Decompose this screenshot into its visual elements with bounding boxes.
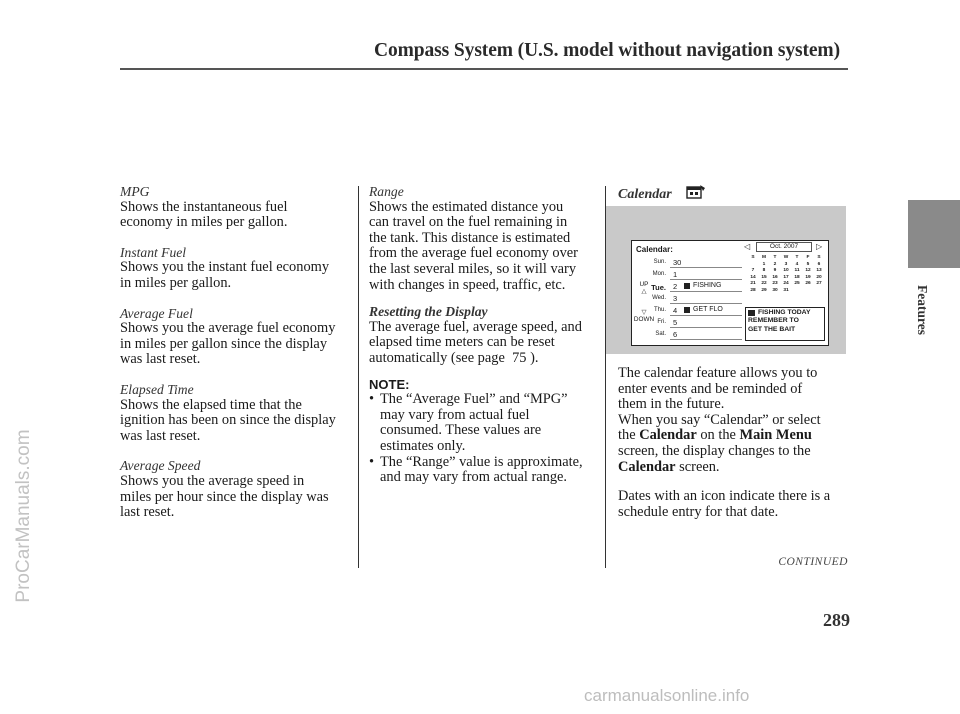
- page-reference-link[interactable]: 75: [512, 349, 527, 366]
- day-date: 5: [673, 318, 678, 327]
- calendar-date[interactable]: 18: [794, 274, 800, 280]
- day-label: Mon.: [652, 271, 666, 277]
- day-label: Sun.: [653, 259, 666, 265]
- para-line: ignition has been on since the display: [120, 412, 336, 429]
- week-row: [748, 281, 824, 288]
- para-line: The “Range” value is approximate,: [380, 453, 583, 470]
- weekday-label: F: [806, 255, 810, 260]
- calendar-date[interactable]: 30: [772, 287, 778, 293]
- reset-last-line: [369, 351, 601, 367]
- para-line: miles per hour since the display was: [120, 488, 329, 505]
- day-date: 2: [673, 282, 678, 291]
- weekday-label: S: [817, 255, 821, 260]
- calendar-date[interactable]: 3: [784, 261, 788, 267]
- calendar-date[interactable]: 16: [772, 274, 778, 280]
- bullet-text: [380, 392, 568, 454]
- calendar-heading-row: [618, 184, 728, 202]
- calendar-date[interactable]: 26: [805, 281, 811, 287]
- calendar-date[interactable]: 20: [816, 274, 822, 280]
- para-line: and may vary from actual range.: [380, 469, 567, 486]
- column-3-text: [618, 366, 850, 520]
- watermark-left: ProCarManuals.com: [13, 429, 34, 603]
- para-line: can travel on the fuel remaining in: [369, 214, 568, 231]
- calendar-date[interactable]: 7: [751, 268, 755, 274]
- calendar-date[interactable]: 1: [762, 261, 766, 267]
- weekday-label: T: [795, 255, 799, 260]
- spacer: [120, 231, 352, 245]
- calendar-date[interactable]: 10: [783, 268, 789, 274]
- para-line: enter events and be reminded of: [618, 380, 803, 397]
- weekday-label: W: [783, 255, 789, 260]
- section-heading: Average Fuel: [120, 305, 193, 321]
- para-line: Shows you the average fuel economy: [120, 320, 336, 337]
- week-row: [748, 268, 824, 275]
- calendar-heading: Calendar: [618, 187, 672, 203]
- para-line: Dates with an icon indicate there is a: [618, 488, 831, 505]
- calendar-date[interactable]: 29: [761, 287, 767, 293]
- calendar-para3: [618, 489, 850, 520]
- para-line: schedule entry for that date.: [618, 503, 779, 520]
- calendar-date[interactable]: 23: [772, 281, 778, 287]
- para-line: in miles per gallon.: [120, 274, 232, 291]
- reset-text: [369, 320, 601, 351]
- para-text: the: [618, 427, 640, 444]
- day-label: Fri.: [657, 319, 666, 325]
- month-label: Oct. 2007: [756, 242, 812, 252]
- calendar-term: Calendar: [618, 458, 676, 475]
- para-line: consumed. These values are: [380, 422, 542, 439]
- reset-close-text: ).: [530, 349, 539, 366]
- header-rule: [120, 68, 848, 70]
- reminder-line: FISHING TODAY: [758, 309, 811, 316]
- down-label: DOWN: [633, 316, 655, 323]
- calendar-date[interactable]: 2: [773, 261, 777, 267]
- calendar-date[interactable]: 15: [761, 274, 767, 280]
- calendar-date[interactable]: 5: [806, 261, 810, 267]
- spacer: [120, 368, 352, 382]
- event-icon: [684, 307, 690, 313]
- calendar-date[interactable]: 28: [750, 287, 756, 293]
- para-line: with changes in speed, traffic, etc.: [369, 276, 566, 293]
- day-row[interactable]: [670, 317, 742, 328]
- week-header: [748, 255, 824, 262]
- note-bullet: [369, 392, 601, 454]
- calendar-date[interactable]: 17: [783, 274, 789, 280]
- calendar-icon: [686, 184, 706, 205]
- calendar-date[interactable]: 12: [805, 268, 811, 274]
- event-title: GET FLO: [693, 306, 723, 313]
- calendar-para2: [618, 413, 850, 475]
- day-label: Wed.: [652, 295, 666, 301]
- day-row[interactable]: [670, 293, 742, 304]
- para-line: last reset.: [120, 504, 175, 521]
- day-row[interactable]: [670, 281, 742, 292]
- para-line: The “Average Fuel” and “MPG”: [380, 391, 568, 408]
- para-line: was last reset.: [120, 427, 201, 444]
- month-selector[interactable]: [744, 242, 824, 252]
- calendar-date[interactable]: 31: [783, 287, 789, 293]
- event-icon: [684, 283, 690, 289]
- calendar-date[interactable]: 24: [783, 281, 789, 287]
- reminder-box: [745, 307, 825, 341]
- calendar-term: Calendar: [639, 427, 697, 444]
- calendar-date[interactable]: 19: [805, 274, 811, 280]
- day-label: Thu.: [653, 307, 666, 313]
- range-heading: Range: [369, 184, 404, 199]
- range-text: [369, 200, 601, 294]
- day-date: 4: [673, 306, 678, 315]
- para-line: elapsed time meters can be reset: [369, 334, 555, 351]
- calendar-screen: [631, 240, 829, 346]
- day-date: 30: [673, 258, 682, 267]
- para-text: screen.: [675, 458, 720, 475]
- prev-month-icon[interactable]: ◁: [744, 242, 751, 251]
- next-month-icon[interactable]: ▷: [816, 242, 823, 251]
- calendar-date[interactable]: 22: [761, 281, 767, 287]
- down-arrow-icon: ▽: [641, 309, 647, 316]
- note-bullet: [369, 455, 601, 486]
- reminder-line: REMEMBER TO: [748, 317, 799, 325]
- para-line: economy in miles per gallon.: [120, 214, 288, 231]
- para-line: [618, 460, 850, 476]
- para-line: them in the future.: [618, 396, 725, 413]
- calendar-date[interactable]: 27: [816, 281, 822, 287]
- para-line: the tank. This distance is estimated: [369, 229, 571, 246]
- page-number: 289: [823, 610, 850, 630]
- weekday-label: T: [773, 255, 777, 260]
- para-line: Shows the instantaneous fuel: [120, 198, 288, 215]
- bullet-text: [380, 455, 583, 486]
- calendar-date[interactable]: 9: [773, 268, 777, 274]
- para-line: Shows you the average speed in: [120, 472, 305, 489]
- event-title: FISHING: [693, 282, 722, 289]
- para-line: was last reset.: [120, 351, 201, 368]
- weekday-label: S: [751, 255, 755, 260]
- calendar-date[interactable]: 14: [750, 274, 756, 280]
- reset-heading: Resetting the Display: [369, 304, 488, 320]
- continued-label: CONTINUED: [778, 556, 848, 568]
- up-label: UP: [639, 281, 649, 288]
- calendar-date[interactable]: 21: [750, 281, 756, 287]
- section-heading: MPG: [120, 184, 150, 199]
- para-line: Shows the elapsed time that the: [120, 396, 302, 413]
- day-date: 3: [673, 294, 678, 303]
- day-label: Tue.: [651, 283, 666, 292]
- para-line: screen, the display changes to the: [618, 442, 811, 459]
- bullet-dot: •: [369, 391, 375, 408]
- column-2: [369, 184, 601, 486]
- calendar-date[interactable]: 4: [795, 261, 799, 267]
- day-row[interactable]: [670, 329, 742, 340]
- para-line: the last several miles, so it will vary: [369, 260, 577, 277]
- para-line: The average fuel, average speed, and: [369, 318, 582, 335]
- event-icon: [748, 310, 755, 316]
- calendar-date[interactable]: [803, 288, 813, 295]
- para-line: [618, 428, 850, 444]
- day-row[interactable]: [670, 305, 742, 316]
- calendar-date[interactable]: 6: [817, 261, 821, 267]
- page-title: Compass System (U.S. model without navigation system): [374, 40, 840, 61]
- note-bullets: [369, 392, 601, 486]
- spacer: [120, 292, 352, 306]
- reminder-line: GET THE BAIT: [748, 325, 796, 333]
- para-line: Shows you the instant fuel economy: [120, 259, 330, 276]
- column-1: [120, 184, 352, 521]
- bullet-dot: •: [369, 453, 375, 470]
- para-line: The calendar feature allows you to: [618, 365, 818, 381]
- up-arrow-icon: △: [641, 288, 647, 295]
- column-divider: [358, 186, 359, 568]
- section-heading: Average Speed: [120, 458, 201, 474]
- para-line: When you say “Calendar” or select: [618, 411, 821, 428]
- para-line: Shows the estimated distance you: [369, 198, 564, 215]
- day-label: Sat.: [655, 331, 666, 337]
- calendar-date[interactable]: 25: [794, 281, 800, 287]
- section-heading: Instant Fuel: [120, 244, 187, 260]
- month-grid: [748, 255, 824, 295]
- calendar-intro: [618, 366, 850, 413]
- para-line: may vary from actual fuel: [380, 406, 530, 423]
- para-text: on the: [696, 427, 740, 444]
- day-date: 1: [673, 270, 678, 279]
- day-row[interactable]: [670, 269, 742, 280]
- calendar-date[interactable]: 11: [794, 268, 800, 274]
- watermark-footer: carmanualsonline.info: [584, 686, 750, 705]
- para-line: in miles per gallon since the display: [120, 335, 328, 352]
- section-tab-label: Features: [915, 285, 930, 335]
- calendar-date[interactable]: [814, 288, 824, 295]
- para-line: estimates only.: [380, 437, 466, 454]
- calendar-date[interactable]: 8: [762, 268, 766, 274]
- spacer: [120, 444, 352, 458]
- calendar-screen-title: Calendar:: [636, 245, 673, 254]
- day-date: 6: [673, 330, 678, 339]
- calendar-date[interactable]: 13: [816, 268, 822, 274]
- reset-last-text: automatically (see page: [369, 349, 505, 366]
- calendar-date[interactable]: [792, 288, 802, 295]
- day-row[interactable]: [670, 257, 742, 268]
- para-line: from the average fuel economy over: [369, 245, 578, 262]
- section-heading: Elapsed Time: [120, 381, 194, 397]
- note-label: NOTE:: [369, 376, 410, 392]
- week-row: [748, 288, 824, 295]
- main-menu-term: Main Menu: [739, 427, 812, 444]
- weekday-label: M: [762, 255, 766, 260]
